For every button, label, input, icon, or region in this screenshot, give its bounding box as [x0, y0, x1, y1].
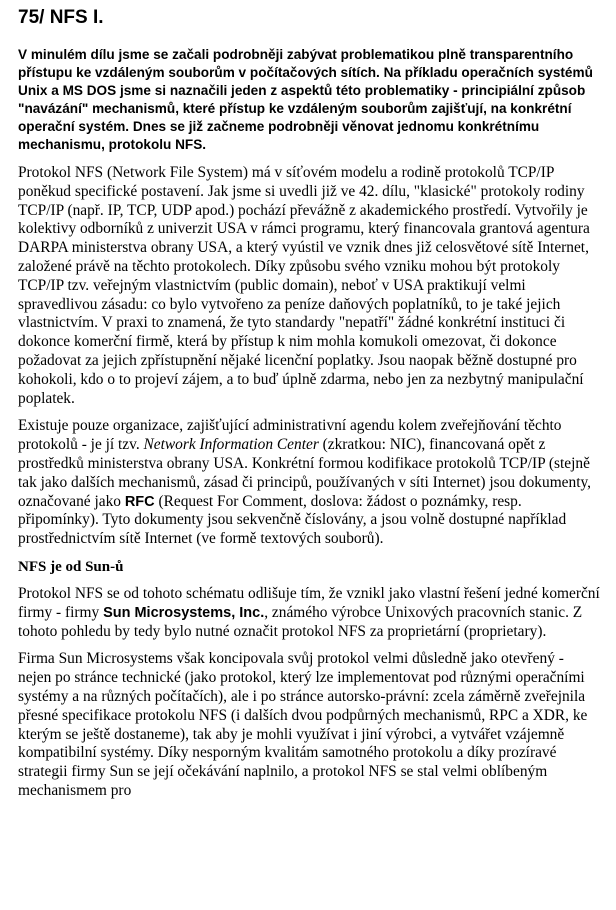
section-heading: NFS je od Sun-ů: [18, 558, 124, 575]
paragraph-2-text-c: (Request For Comment, doslova: žádost o poznámky, resp. připomínky). Tyto dokumenty jsou sekvenčně číslovány, a jsou volně dostupné například prostřednictvím sítě Internet (ve formě textových souborů).: [18, 492, 567, 548]
article-lead: V minulém dílu jsme se začali podrobněji zabývat problematikou plně transparentního přístupu ke vzdáleným souborům v počítačových sítích. Na příkladu operačních systémů Unix a MS DOS jsme si naznačili jeden z aspektů této problematiky - principiální způsob "navázání" mechanismů, které přístup ke vzdáleným souborům zajišťují, na konkrétní operační systém. Dnes se již začneme podrobněji věnovat jednomu konkrétnímu mechanismu, protokolu NFS.: [18, 47, 593, 152]
paragraph-3: [18, 585, 600, 641]
paragraph-4: Firma Sun Microsystems však koncipovala svůj protokol velmi důsledně jako otevřený - nejen po stránce technické (jako protokol, který lze implementovat pod různými operačními systémy a na různých počítačích), ale i po stránce autorsko-právní: zcela záměrně zveřejnila přesné specifikace protokolu NFS (i dalších dvou podpůrných mechanismů, RPC a XDR, ke kterým se ještě dostaneme), tak aby je mohli využívat i jiní výrobci, a vytvářet vzájemně kompatibilní systémy. Díky nesporným kvalitám samotného protokolu a díky prozíravé strategii firmy Sun se její očekávání naplnilo, a protokol NFS se stal velmi oblíbeným mechanismem pro: [18, 650, 588, 799]
paragraph-2-text-a: Existuje pouze organizace, zajišťující administrativní agendu kolem zveřejňování těchto protokolů - je jí tzv.: [18, 417, 562, 454]
article-title: 75/ NFS I.: [18, 7, 104, 28]
paragraph-1: Protokol NFS (Network File System) má v síťovém modelu a rodině protokolů TCP/IP poněkud specifické postavení. Jak jsme si uvedli již ve 42. dílu, "klasické" protokoly rodiny TCP/IP (např. IP, TCP, UDP apod.) pochází převážně z akademického prostředí. Vytvořily je kolektivy odborníků z univerzit USA v rámci programu, který financovala grantová agentura DARPA ministerstva obrany USA, a který vyústil ve vznik dnes již celosvětové sítě Internet, založené právě na těchto protokolech. Díky způsobu svého vzniku mohou být protokoly TCP/IP tzv. veřejným vlastnictvím (public domain), neboť v USA praktikují velmi spravedlivou zásadu: co bylo vytvořeno za peníze daňových poplatníků, to je také jejich vlastnictvím. V praxi to znamená, že tyto standardy "nepatří" žádné konkrétní instituci či dokonce komerční firmě, která by přístup k nim mohla komukoli omezovat, či dokonce požadovat za jejich zpřístupnění nějaké licenční poplatky. Jsou naopak běžně dostupné pro kohokoli, kdo o to projeví zájem, a to buď úplně zdarma, nebo jen za nezbytný manipulační poplatek.: [18, 164, 590, 407]
nic-term: Network Information Center: [143, 436, 319, 454]
paragraph-3-text-b: , známého výrobce Unixových pracovních stanic. Z tohoto pohledu by tedy bylo nutné označit protokol NFS za proprietární (proprietary).: [18, 603, 583, 640]
paragraph-3-text-a: Protokol NFS se od tohoto schématu odlišuje tím, že vznikl jako vlastní řešení jedné komerční firmy - firmy: [18, 584, 600, 621]
sun-company-name: Sun Microsystems, Inc.: [103, 604, 265, 621]
rfc-term: RFC: [124, 493, 155, 510]
paragraph-2-text-b: (zkratkou: NIC), financovaná opět z prostředků ministerstva obrany USA. Konkrétní formou kodifikace protokolů TCP/IP (stejně tak jako dalších mechanismů, zásad či principů, používaných v síti Internet) jsou dokumenty, označované jako: [18, 436, 592, 510]
article-page: [18, 6, 600, 810]
paragraph-2: [18, 417, 600, 549]
